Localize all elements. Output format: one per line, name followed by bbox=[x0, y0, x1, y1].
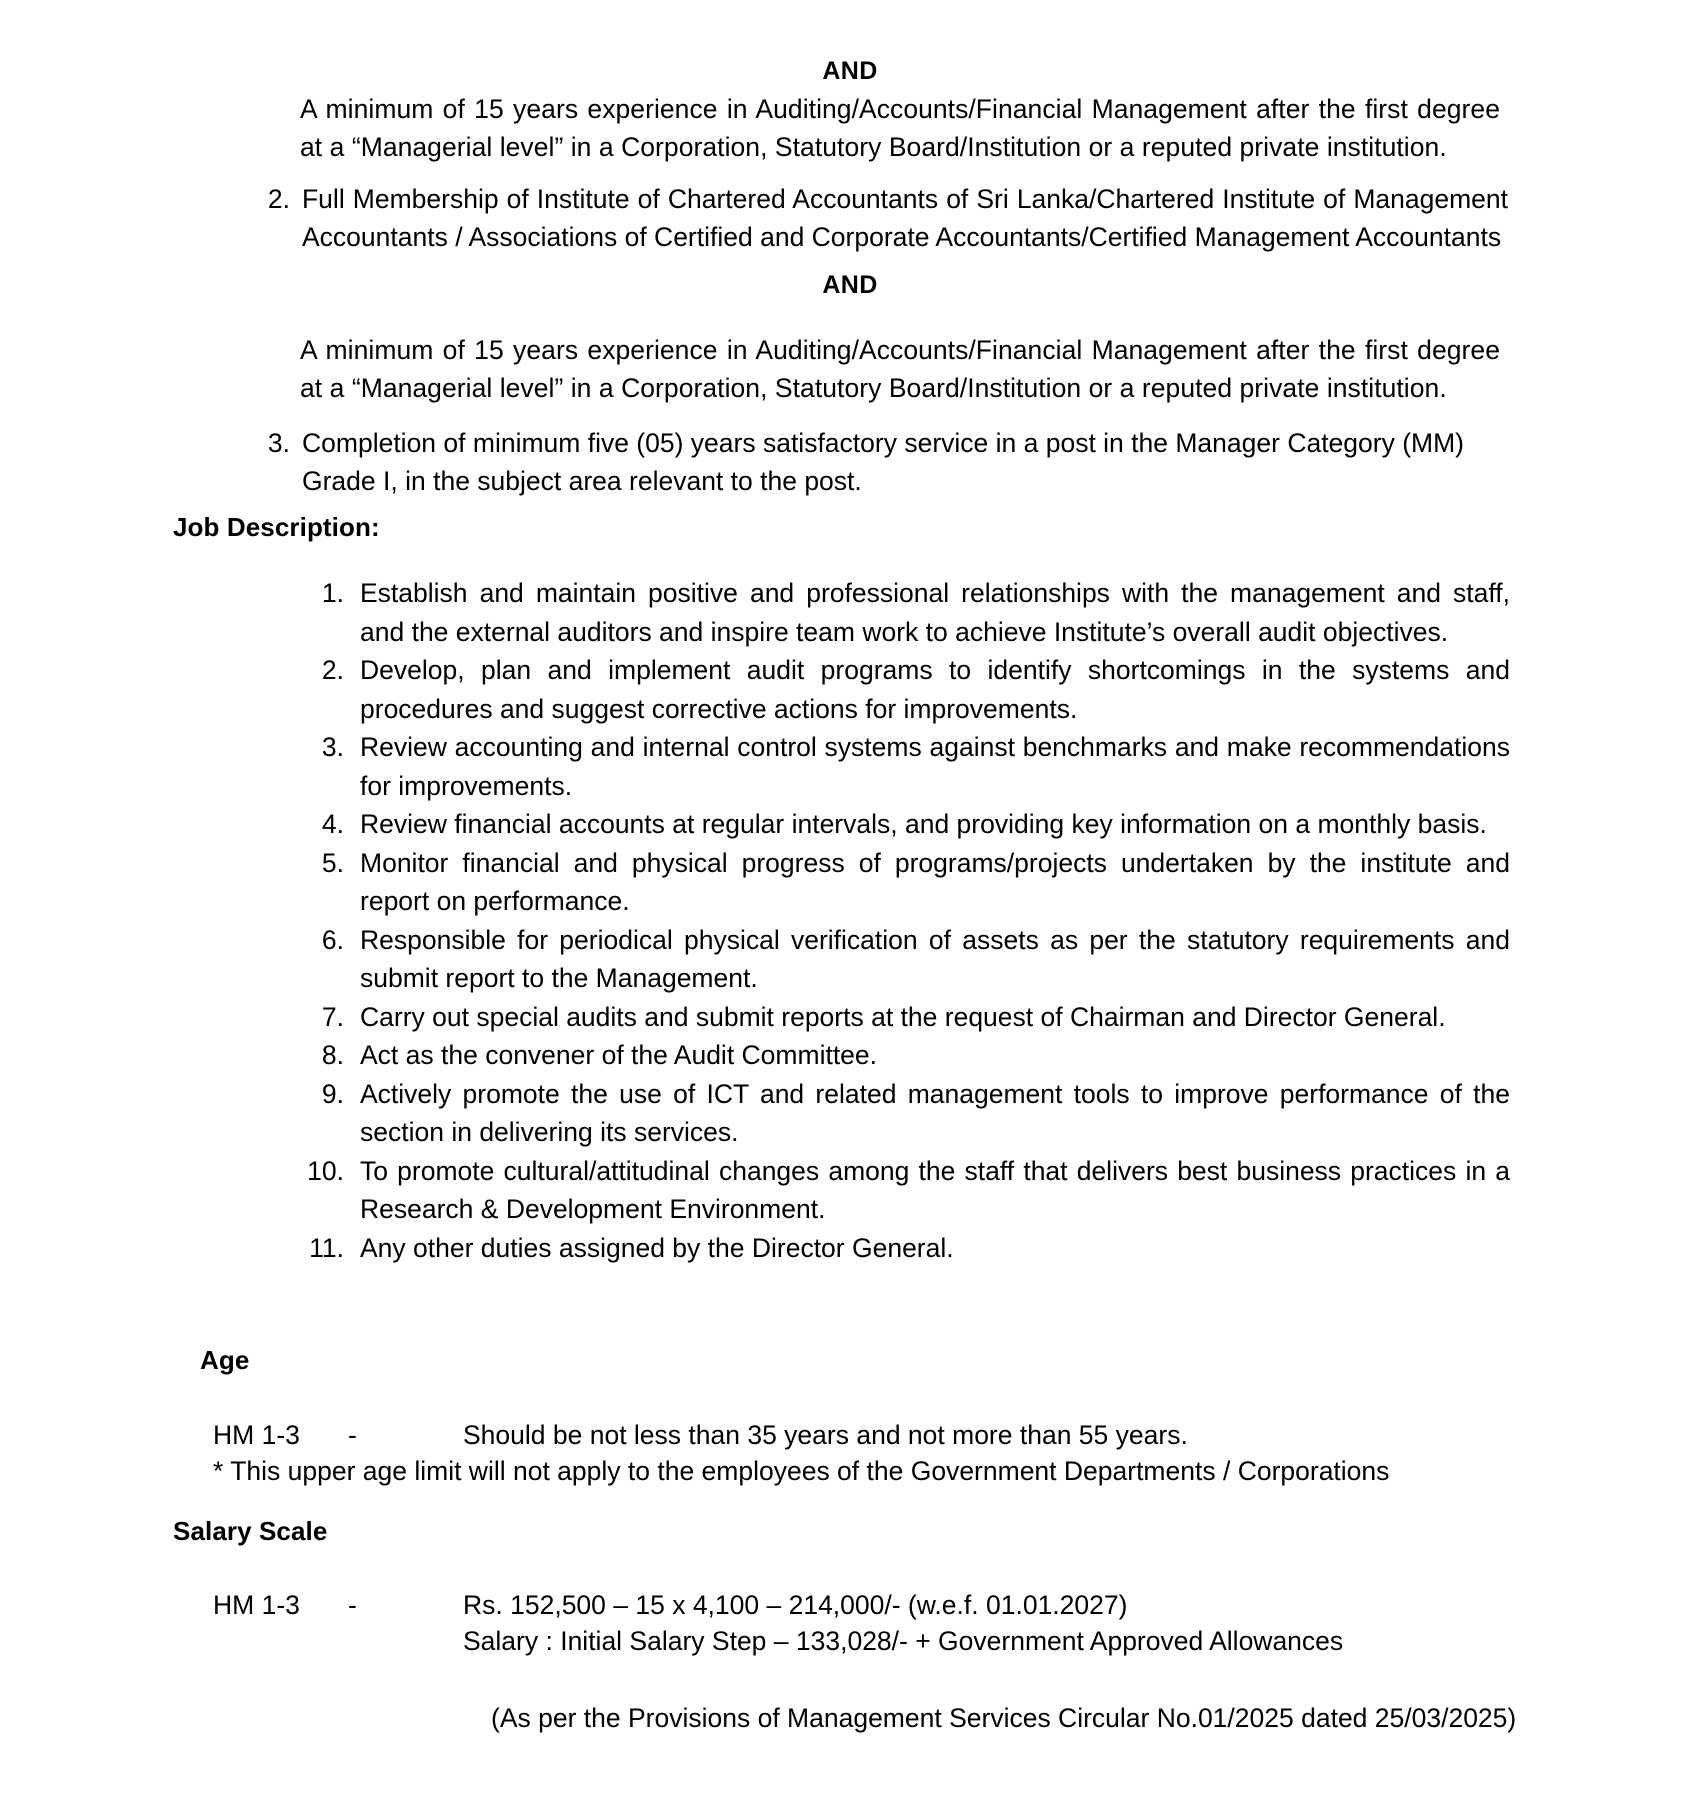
job-description-item-text: Review financial accounts at regular intervals, and providing key information on a monthly basis. bbox=[360, 809, 1487, 839]
age-heading: Age bbox=[200, 1345, 250, 1375]
age-note: * This upper age limit will not apply to the employees of the Government Departments / Corporations bbox=[213, 1456, 1390, 1486]
age-dash: - bbox=[348, 1420, 357, 1450]
job-description-item-number: 10. bbox=[307, 1155, 344, 1186]
job-description-item-text: Carry out special audits and submit reports at the request of Chairman and Director General. bbox=[360, 1001, 1446, 1032]
job-description-item-number: 2. bbox=[321, 655, 344, 685]
job-description-item bbox=[300, 1229, 1510, 1268]
job-description-item-number: 3. bbox=[321, 732, 344, 762]
age-details bbox=[213, 1417, 1493, 1489]
job-description-item-number: 8. bbox=[321, 1040, 344, 1070]
job-description-item bbox=[300, 921, 1510, 998]
job-description-item-text: Review accounting and internal control systems against benchmarks and make recommendations for improvements. bbox=[360, 732, 1510, 801]
job-description-item-number: 6. bbox=[321, 924, 344, 955]
salary-spacer-dash bbox=[348, 1623, 463, 1659]
job-description-item-number: 9. bbox=[321, 1078, 344, 1109]
job-description-item-number: 4. bbox=[321, 809, 344, 839]
job-description-item bbox=[300, 805, 1510, 844]
job-description-item bbox=[300, 1152, 1510, 1229]
and-conjunction-2: AND bbox=[822, 271, 878, 299]
age-value: Should be not less than 35 years and not more than 55 years. bbox=[463, 1420, 1188, 1450]
qualification-item-3-text: Completion of minimum five (05) years satisfactory service in a post in the Manager Category (MM) Grade I, in the subject area relevant to the post. bbox=[302, 428, 1465, 496]
job-description-item-text: Act as the convener of the Audit Committee. bbox=[360, 1040, 878, 1070]
job-description-item bbox=[300, 728, 1510, 805]
job-description-item bbox=[300, 844, 1510, 921]
experience-paragraph-2: A minimum of 15 years experience in Auditing/Accounts/Financial Management after the first degree at a “Managerial level” in a Corporation, Statutory Board/Institution or a reputed private institution. bbox=[300, 335, 1500, 403]
salary-circular-note: (As per the Provisions of Management Services Circular No.01/2025 dated 25/03/2025) bbox=[491, 1703, 1517, 1733]
job-description-item bbox=[300, 1075, 1510, 1152]
job-description-item bbox=[300, 998, 1510, 1037]
salary-scale-row bbox=[213, 1587, 1493, 1623]
age-grade-label: HM 1-3 bbox=[213, 1420, 300, 1450]
job-description-item-text: Monitor financial and physical progress of programs/projects undertaken by the institute and report on performance. bbox=[360, 847, 1510, 916]
job-description-item-number: 5. bbox=[321, 847, 344, 878]
qualification-item-3 bbox=[258, 424, 1508, 500]
experience-paragraph-1: A minimum of 15 years experience in Auditing/Accounts/Financial Management after the first degree at a “Managerial level” in a Corporation, Statutory Board/Institution or a reputed private institution. bbox=[300, 94, 1500, 162]
job-description-item bbox=[300, 1036, 1510, 1075]
salary-grade-label: HM 1-3 bbox=[213, 1590, 300, 1620]
job-description-item-text: Any other duties assigned by the Director General. bbox=[360, 1232, 954, 1263]
job-description-item-number: 11. bbox=[309, 1232, 344, 1263]
job-description-item-number: 1. bbox=[321, 578, 344, 608]
salary-scale-heading: Salary Scale bbox=[173, 1516, 328, 1546]
qualification-item-2 bbox=[258, 180, 1508, 256]
salary-scale-details bbox=[213, 1587, 1493, 1659]
job-description-item-text: To promote cultural/attitudinal changes among the staff that delivers best business practices in a Research & Development Environment. bbox=[360, 1155, 1510, 1224]
qualification-item-3-number: 3. bbox=[267, 428, 290, 458]
salary-spacer-left bbox=[213, 1623, 348, 1659]
salary-initial-step-value: Salary : Initial Salary Step – 133,028/- + Government Approved Allowances bbox=[463, 1626, 1344, 1656]
qualification-item-2-text: Full Membership of Institute of Chartered Accountants of Sri Lanka/Chartered Institute of Management Accountants / Associations of Certified and Corporate Accountants/Certified Management Accountants bbox=[302, 184, 1508, 252]
salary-dash: - bbox=[348, 1590, 357, 1620]
job-description-item-text: Responsible for periodical physical verification of assets as per the statutory requirements and submit report to the Management. bbox=[360, 924, 1510, 993]
job-description-item bbox=[300, 574, 1510, 651]
job-description-item bbox=[300, 651, 1510, 728]
and-conjunction-1: AND bbox=[822, 57, 878, 85]
job-description-item-text: Develop, plan and implement audit programs to identify shortcomings in the systems and procedures and suggest corrective actions for improvements. bbox=[360, 655, 1510, 724]
job-description-heading: Job Description: bbox=[173, 512, 380, 542]
age-row bbox=[213, 1417, 1493, 1453]
salary-initial-row bbox=[213, 1623, 1493, 1659]
qualification-item-2-number: 2. bbox=[267, 184, 290, 214]
salary-scale-value: Rs. 152,500 – 15 x 4,100 – 214,000/- (w.e.f. 01.01.2027) bbox=[463, 1590, 1128, 1620]
job-description-item-number: 7. bbox=[321, 1001, 344, 1032]
job-description-item-text: Establish and maintain positive and professional relationships with the management and staff, and the external auditors and inspire team work to achieve Institute’s overall audit objectives. bbox=[360, 578, 1510, 647]
job-description-item-text: Actively promote the use of ICT and related management tools to improve performance of the section in delivering its services. bbox=[360, 1078, 1510, 1147]
job-description-list bbox=[300, 574, 1510, 1267]
